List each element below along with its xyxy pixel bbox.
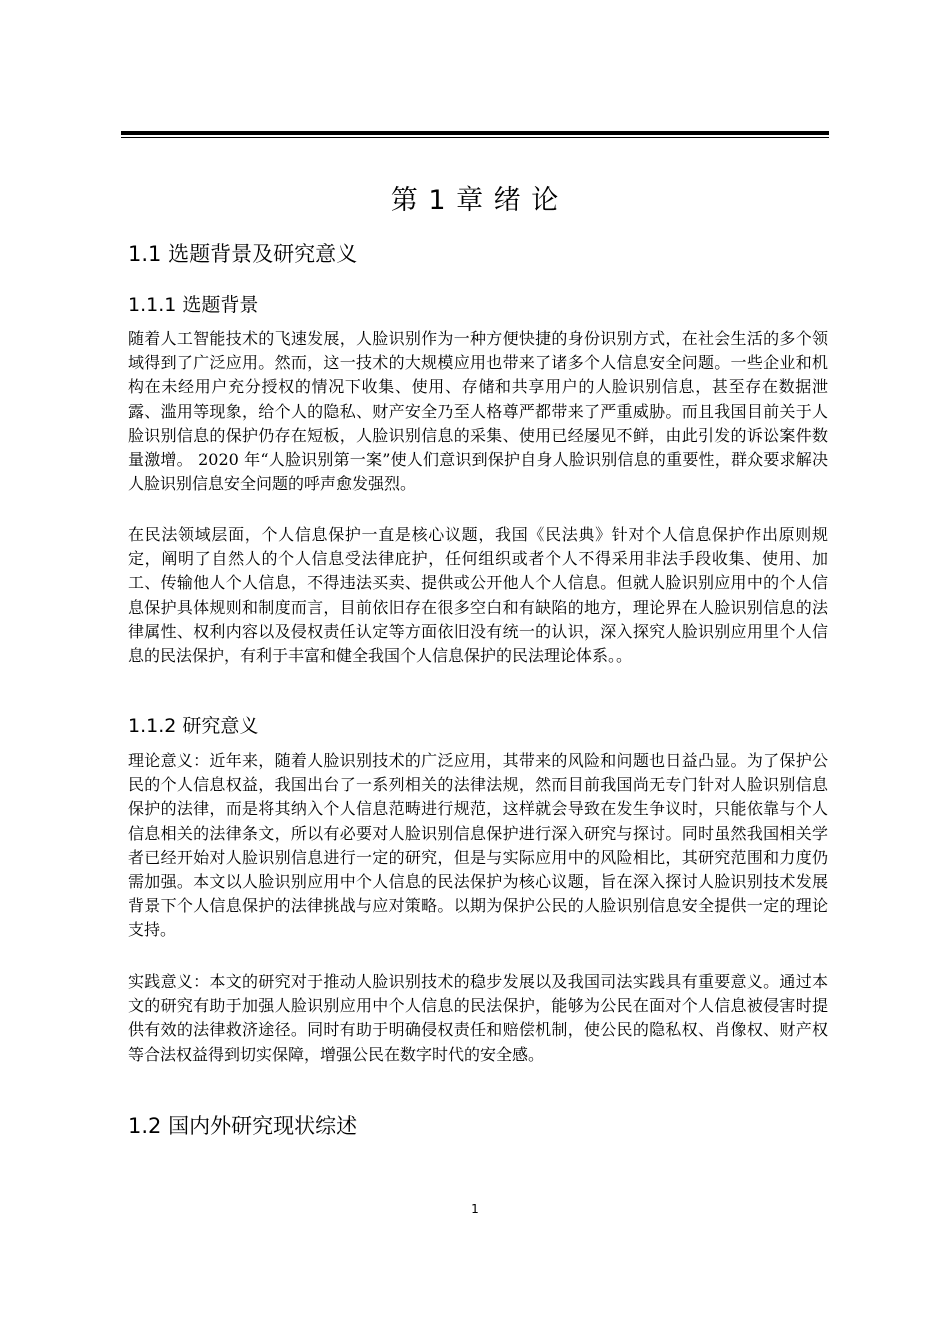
subsection-heading-1-1-1: 1.1.1 选题背景 <box>128 294 259 316</box>
paragraph-background-2: 在民法领域层面，个人信息保护一直是核心议题，我国《民法典》针对个人信息保护作出原则规定，阐明了自然人的个人信息受法律庇护，任何组织或者个人不得采用非法手段收集、使用、加工、传输他人个人信息，不得违法买卖、提供或公开他人个人信息。但就人脸识别应用中的个人信息保护具体规则和制度而言，目前依旧存在很多空白和有缺陷的地方，理论界在人脸识别信息的法律属性、权利内容以及侵权责任认定等方面依旧没有统一的认识，深入探究人脸识别应用里个人信息的民法保护，有利于丰富和健全我国个人信息保护的民法理论体系。。 <box>128 525 828 666</box>
section-heading-1-1: 1.1 选题背景及研究意义 <box>128 242 358 266</box>
page-number: 1 <box>471 1202 479 1216</box>
chapter-title: 第 1 章 绪 论 <box>390 185 560 216</box>
paragraph-significance-practice: 实践意义：本文的研究对于推动人脸识别技术的稳步发展以及我国司法实践具有重要意义。通过本文的研究有助于加强人脸识别应用中个人信息的民法保护，能够为公民在面对个人信息被侵害时提供有效的法律救济途径。同时有助于明确侵权责任和赔偿机制，使公民的隐私权、肖像权、财产权等合法权益得到切实保障，增强公民在数字时代的安全感。 <box>128 972 828 1064</box>
header-rule-thick <box>121 131 829 135</box>
header-rule-thin <box>121 137 829 138</box>
section-heading-1-2: 1.2 国内外研究现状综述 <box>128 1114 358 1138</box>
subsection-heading-1-1-2: 1.1.2 研究意义 <box>128 715 259 737</box>
paragraph-background-1: 随着人工智能技术的飞速发展，人脸识别作为一种方便快捷的身份识别方式，在社会生活的多个领域得到了广泛应用。然而，这一技术的大规模应用也带来了诸多个人信息安全问题。一些企业和机构在未经用户充分授权的情况下收集、使用、存储和共享用户的人脸识别信息，甚至存在数据泄露、滥用等现象，给个人的隐私、财产安全乃至人格尊严都带来了严重威胁。而且我国目前关于人脸识别信息的保护仍存在短板，人脸识别信息的采集、使用已经屡见不鲜，由此引发的诉讼案件数量激增。 2020 年“人脸识别第一案”使人们意识到保护自身人脸识别信息的重要性，群众要求解决人脸识别信息安全问题的呼声愈发强烈。 <box>128 329 828 494</box>
paragraph-significance-theory: 理论意义：近年来，随着人脸识别技术的广泛应用，其带来的风险和问题也日益凸显。为了保护公民的个人信息权益，我国出台了一系列相关的法律法规，然而目前我国尚无专门针对人脸识别信息保护的法律，而是将其纳入个人信息范畴进行规范，这样就会导致在发生争议时，只能依靠与个人信息相关的法律条文，所以有必要对人脸识别信息保护进行深入研究与探讨。同时虽然我国相关学者已经开始对人脸识别信息进行一定的研究，但是与实际应用中的风险相比，其研究范围和力度仍需加强。本文以人脸识别应用中个人信息的民法保护为核心议题，旨在深入探讨人脸识别技术发展背景下个人信息保护的法律挑战与应对策略。以期为保护公民的人脸识别信息安全提供一定的理论支持。 <box>128 751 828 940</box>
